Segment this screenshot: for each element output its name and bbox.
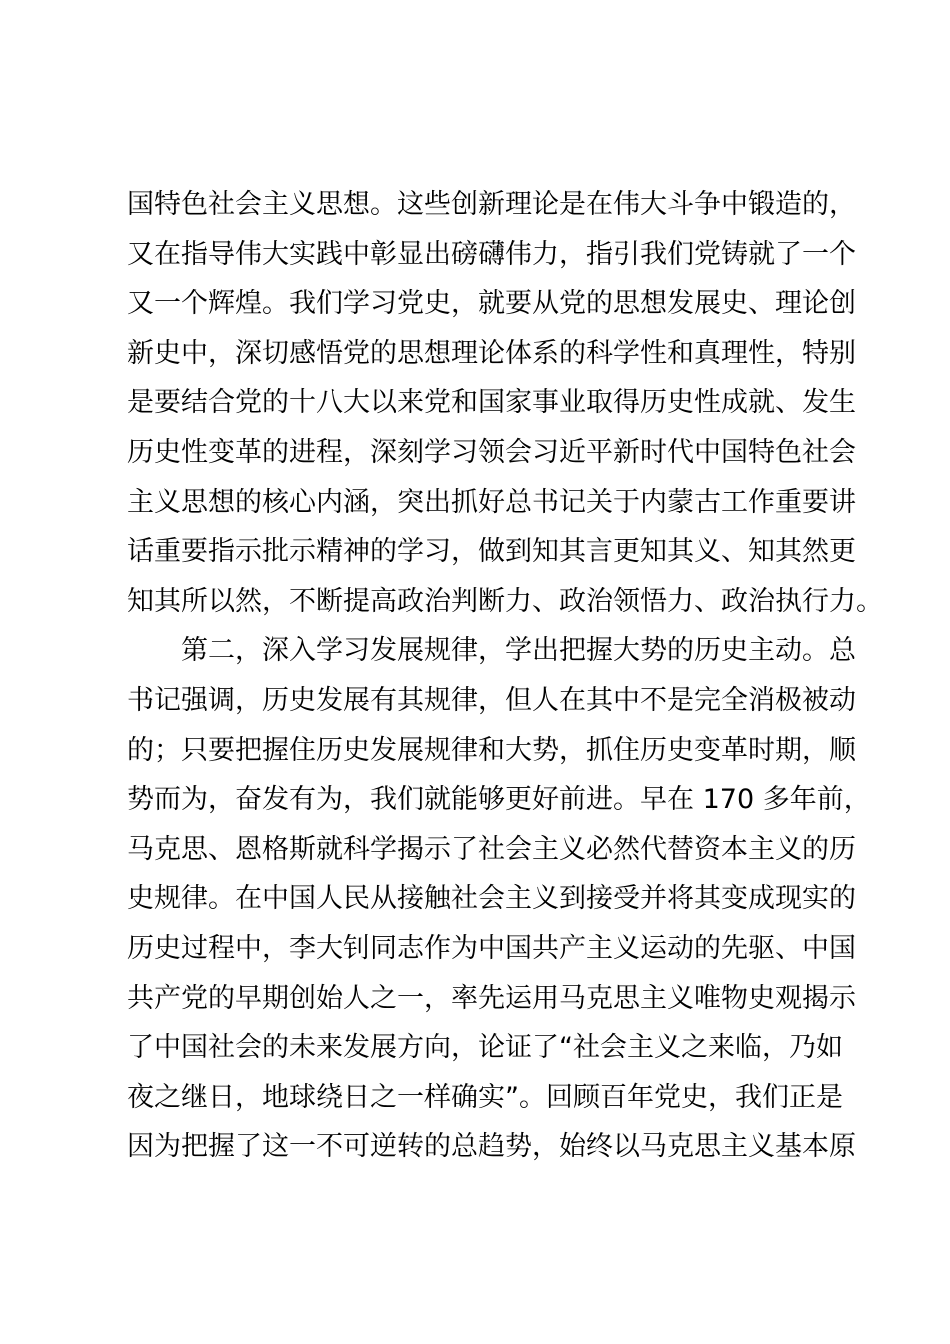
text-line: 又一个辉煌。我们学习党史，就要从党的思想发展史、理论创 xyxy=(127,288,856,320)
text-line: 第二，深入学习发展规律，学出把握大势的历史主动。总 xyxy=(127,635,856,667)
text-line: 了中国社会的未来发展方向，论证了“社会主义之来临，乃如 xyxy=(127,1032,843,1064)
text-line: 历史过程中，李大钊同志作为中国共产主义运动的先驱、中国 xyxy=(127,932,856,964)
text-line: 史规律。在中国人民从接触社会主义到接受并将其变成现实的 xyxy=(127,883,856,915)
text-line: 话重要指示批示精神的学习，做到知其言更知其义、知其然更 xyxy=(127,536,856,568)
text-line: 是要结合党的十八大以来党和国家事业取得历史性成就、发生 xyxy=(127,387,856,419)
text-line: 马克思、恩格斯就科学揭示了社会主义必然代替资本主义的历 xyxy=(127,833,856,865)
text-line: 新史中，深切感悟党的思想理论体系的科学性和真理性，特别 xyxy=(127,337,856,369)
text-line: 夜之继日，地球绕日之一样确实”。回顾百年党史，我们正是 xyxy=(127,1081,843,1113)
text-line: 共产党的早期创始人之一，率先运用马克思主义唯物史观揭示 xyxy=(127,982,856,1014)
text-line: 历史性变革的进程，深刻学习领会习近平新时代中国特色社会 xyxy=(127,436,856,468)
text-line: 书记强调，历史发展有其规律，但人在其中不是完全消极被动 xyxy=(127,684,856,716)
text-line: 因为把握了这一不可逆转的总趋势，始终以马克思主义基本原 xyxy=(127,1131,856,1163)
text-line: 国特色社会主义思想。这些创新理论是在伟大斗争中锻造的， xyxy=(127,189,856,220)
text-line: 势而为，奋发有为，我们就能够更好前进。早在 170 多年前， xyxy=(127,784,871,816)
text-line: 知其所以然，不断提高政治判断力、政治领悟力、政治执行力。 xyxy=(127,585,883,617)
text-line: 又在指导伟大实践中彰显出磅礴伟力，指引我们党铸就了一个 xyxy=(127,238,856,270)
text-line: 主义思想的核心内涵，突出抓好总书记关于内蒙古工作重要讲 xyxy=(127,486,856,518)
text-line: 的；只要把握住历史发展规律和大势，抓住历史变革时期，顺 xyxy=(127,734,856,766)
body-text xyxy=(127,180,883,1172)
